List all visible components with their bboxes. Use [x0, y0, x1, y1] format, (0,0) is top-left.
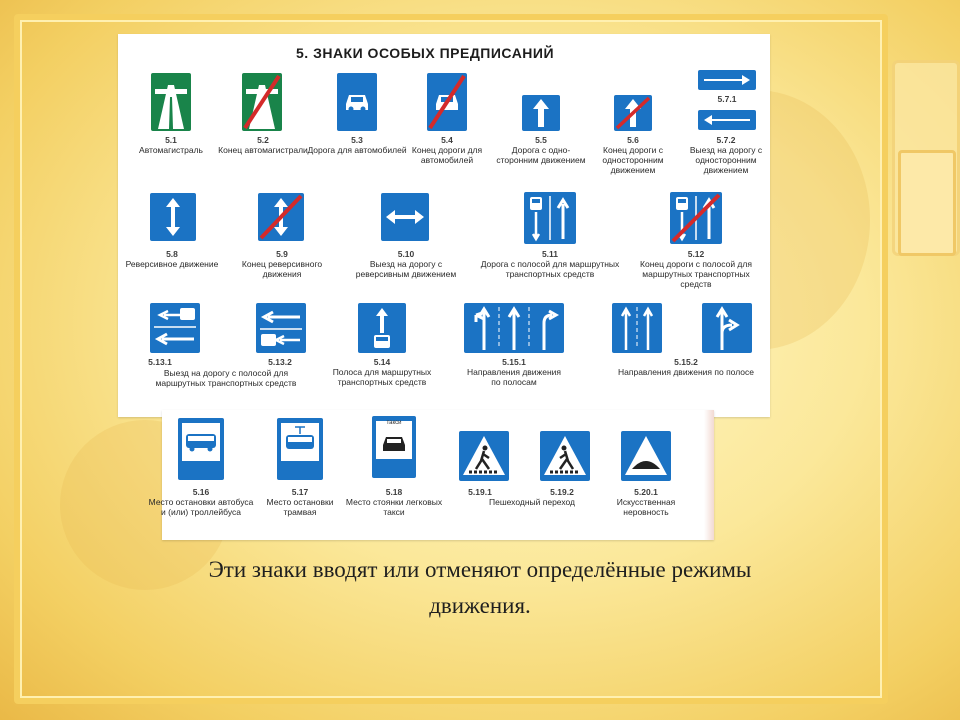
sign-label: Место стоянки легковых такси: [345, 497, 443, 517]
exit-one-way-left-icon: [698, 110, 756, 130]
sign-label: Выезд на дорогу с односторонним движением: [689, 145, 763, 175]
sign-label: Пешеходный переход: [488, 497, 576, 507]
exit-one-way-right-icon: [698, 70, 756, 90]
sign-code: 5.15.1: [502, 357, 526, 367]
lane-directions-icon: [464, 303, 564, 353]
bus-lane-road-icon: [524, 192, 576, 244]
slide-caption: [60, 552, 900, 624]
sign-code: 5.2: [257, 135, 269, 145]
speed-bump-icon: [621, 431, 671, 481]
end-bus-lane-road-icon: [670, 192, 722, 244]
sign-code: 5.13.2: [268, 357, 292, 367]
sign-code: 5.1: [165, 135, 177, 145]
reversible-icon: [150, 193, 196, 241]
bus-lane-icon: [358, 303, 406, 353]
sign-code: 5.20.1: [634, 487, 658, 497]
lane-direction-icon: [702, 303, 752, 353]
end-car-road-icon: [427, 73, 467, 131]
sign-label: Конец дороги с полосой для маршрутных транспортных средств: [640, 259, 752, 289]
car-road-icon: [337, 73, 377, 131]
end-one-way-icon: [614, 95, 652, 131]
tram-stop-icon: [277, 418, 323, 480]
end-reversible-icon: [258, 193, 304, 241]
sign-code: 5.10: [397, 249, 415, 259]
end-highway-icon: [242, 73, 282, 131]
sign-code: 5.17: [291, 487, 309, 497]
sign-code: 5.19.2: [550, 487, 574, 497]
exit-bus-lane-left-icon: [150, 303, 200, 353]
crosswalk-right-icon: [540, 431, 590, 481]
crosswalk-left-icon: [459, 431, 509, 481]
sign-code: 5.18: [385, 487, 403, 497]
sign-code: 5.3: [351, 135, 363, 145]
sign-label: Направления движения по полосам: [466, 367, 562, 387]
sign-label: Дорога для автомобилей: [307, 145, 407, 155]
highway-icon: [151, 73, 191, 131]
sign-label: Реверсивное движение: [125, 259, 219, 269]
one-way-icon: [522, 95, 560, 131]
sign-code: 5.19.1: [468, 487, 492, 497]
sign-code: 5.7.1: [717, 94, 737, 104]
sign-code: 5.4: [441, 135, 453, 145]
sign-code: 5.5: [535, 135, 547, 145]
sign-label: Место остановки трамвая: [266, 497, 334, 517]
caption-line: движения.: [429, 593, 531, 618]
lane-direction-icon: [612, 303, 662, 353]
sign-code: 5.9: [276, 249, 288, 259]
sign-code: 5.14: [373, 357, 391, 367]
sign-label: Автомагистраль: [139, 145, 203, 155]
sheet-title: 5. ЗНАКИ ОСОБЫХ ПРЕДПИСАНИЙ: [296, 45, 555, 61]
exit-reversible-icon: [381, 193, 429, 241]
sign-code: 5.16: [192, 487, 210, 497]
decor-panel: [898, 150, 956, 256]
sign-code: 5.8: [166, 249, 178, 259]
sign-label: Искусственная неровность: [616, 497, 676, 517]
sign-label: Направления движения по полосе: [618, 367, 754, 377]
exit-bus-lane-right-icon: [256, 303, 306, 353]
sign-code: 5.13.1: [148, 357, 172, 367]
sign-label: Место остановки автобуса и (или) троллейбуса: [148, 497, 254, 517]
bus-stop-icon: [178, 418, 224, 480]
sign-label: Конец реверсивного движения: [241, 259, 323, 279]
sign-label: Конец автомагистрали: [218, 145, 308, 155]
taxi-word: такси: [386, 420, 402, 426]
sign-label: Полоса для маршрутных транспортных средств: [332, 367, 432, 387]
sign-code: 5.7.2: [716, 135, 736, 145]
sign-label: Дорога с полосой для маршрутных транспортных средств: [480, 259, 620, 279]
sign-label: Выезд на дорогу с реверсивным движением: [355, 259, 457, 279]
sign-code: 5.11: [541, 249, 559, 259]
sign-code: 5.15.2: [674, 357, 698, 367]
sign-label: Выезд на дорогу с полосой для маршрутных транспортных средств: [155, 368, 297, 388]
sign-code: 5.6: [627, 135, 639, 145]
sign-label: Конец дороги для автомобилей: [411, 145, 483, 165]
caption-line: Эти знаки вводят или отменяют определённые режимы: [208, 557, 752, 582]
sign-label: Конец дороги с односторонним движением: [602, 145, 664, 175]
sign-label: Дорога с одно- сторонним движением: [496, 145, 586, 165]
sign-code: 5.12: [687, 249, 705, 259]
